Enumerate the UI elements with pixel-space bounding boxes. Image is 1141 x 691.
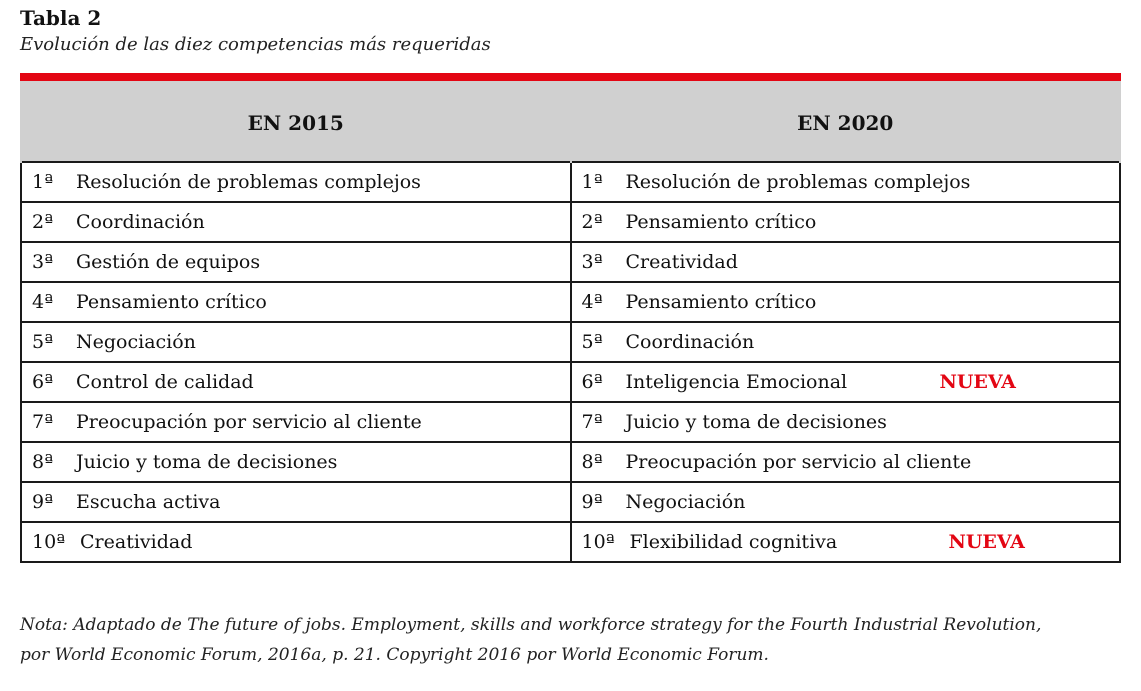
cell-2020 — [571, 282, 1121, 322]
skill-label: Creatividad — [625, 251, 738, 273]
skill-label: Gestión de equipos — [76, 251, 261, 273]
cell-2015 — [21, 482, 571, 522]
cell-2015 — [21, 202, 571, 242]
rank-label: 5ª — [32, 331, 54, 353]
rank-label: 6ª — [32, 371, 54, 393]
skill-label: Preocupación por servicio al cliente — [625, 451, 972, 473]
cell-2020 — [571, 522, 1121, 562]
rank-label: 2ª — [581, 211, 603, 233]
table-subtitle: Evolución de las diez competencias más requeridas — [20, 34, 491, 55]
skill-label: Escucha activa — [76, 491, 221, 513]
column-header-2015: EN 2015 — [21, 81, 571, 162]
column-header-2020: EN 2020 — [571, 81, 1121, 162]
rank-label: 6ª — [581, 371, 603, 393]
skill-label: Pensamiento crítico — [625, 291, 817, 313]
table-row — [21, 322, 1120, 362]
cell-2020 — [571, 482, 1121, 522]
source-note — [20, 610, 1130, 670]
skill-label: Pensamiento crítico — [76, 291, 267, 313]
rank-label: 7ª — [581, 411, 603, 433]
rank-label: 5ª — [581, 331, 603, 353]
cell-2015 — [21, 402, 571, 442]
rank-label: 9ª — [581, 491, 603, 513]
table-row — [21, 242, 1120, 282]
skill-label: Control de calidad — [76, 371, 254, 393]
skill-label: Negociación — [625, 491, 746, 513]
table-row — [21, 402, 1120, 442]
cell-2015 — [21, 522, 571, 562]
accent-bar — [20, 73, 1121, 81]
table-row — [21, 362, 1120, 402]
rank-label: 10ª — [581, 531, 615, 553]
cell-2015 — [21, 282, 571, 322]
cell-2020 — [571, 242, 1121, 282]
skill-label: Resolución de problemas complejos — [625, 171, 971, 193]
header-row — [21, 81, 1120, 162]
skill-label: Juicio y toma de decisiones — [76, 451, 338, 473]
table-row — [21, 202, 1120, 242]
cell-2015 — [21, 242, 571, 282]
table-row — [21, 522, 1120, 562]
skill-label: Flexibilidad cognitiva — [629, 531, 838, 553]
table-title: Tabla 2 — [20, 6, 102, 30]
cell-2015 — [21, 442, 571, 482]
rank-label: 4ª — [581, 291, 603, 313]
rank-label: 8ª — [581, 451, 603, 473]
cell-2015 — [21, 322, 571, 362]
competencies-table — [20, 81, 1121, 563]
skill-label: Inteligencia Emocional — [625, 371, 848, 393]
note-line-1: Nota: Adaptado de The future of jobs. Employment, skills and workforce strategy for the Fourth Industrial Revolution, — [20, 615, 1042, 635]
cell-2020 — [571, 402, 1121, 442]
table-row — [21, 162, 1120, 202]
cell-2020 — [571, 442, 1121, 482]
new-badge: NUEVA — [948, 531, 1025, 553]
rank-label: 2ª — [32, 211, 54, 233]
cell-2020 — [571, 162, 1121, 202]
skill-label: Preocupación por servicio al cliente — [76, 411, 422, 433]
cell-2020 — [571, 202, 1121, 242]
table-row — [21, 282, 1120, 322]
skill-label: Negociación — [76, 331, 196, 353]
cell-2015 — [21, 362, 571, 402]
rank-label: 1ª — [581, 171, 603, 193]
skill-label: Resolución de problemas complejos — [76, 171, 421, 193]
rank-label: 4ª — [32, 291, 54, 313]
cell-2020 — [571, 362, 1121, 402]
skill-label: Coordinación — [625, 331, 755, 353]
note-line-2: por World Economic Forum, 2016a, p. 21. Copyright 2016 por World Economic Forum. — [20, 645, 769, 665]
cell-2020 — [571, 322, 1121, 362]
rank-label: 7ª — [32, 411, 54, 433]
skill-label: Creatividad — [80, 531, 193, 553]
table-row — [21, 442, 1120, 482]
table-row — [21, 482, 1120, 522]
skill-label: Juicio y toma de decisiones — [625, 411, 887, 433]
rank-label: 8ª — [32, 451, 54, 473]
rank-label: 9ª — [32, 491, 54, 513]
rank-label: 3ª — [32, 251, 54, 273]
rank-label: 1ª — [32, 171, 54, 193]
new-badge: NUEVA — [939, 371, 1016, 393]
skill-label: Pensamiento crítico — [625, 211, 817, 233]
cell-2015 — [21, 162, 571, 202]
rank-label: 3ª — [581, 251, 603, 273]
rank-label: 10ª — [32, 531, 66, 553]
skill-label: Coordinación — [76, 211, 205, 233]
